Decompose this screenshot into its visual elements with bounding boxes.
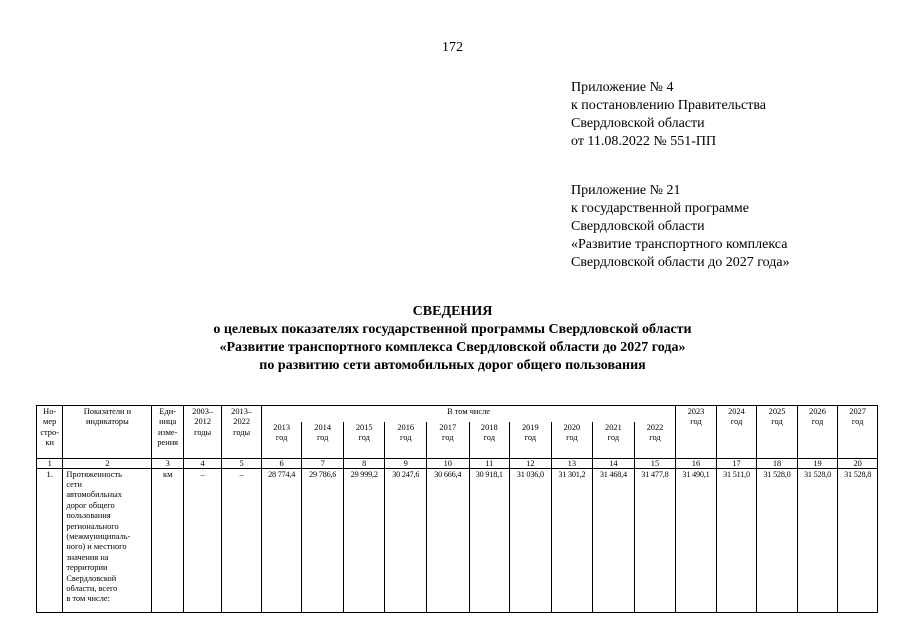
header-in-total: В том числе — [261, 406, 675, 423]
header-year: 2016 год — [385, 422, 427, 458]
header-year: 2018 год — [469, 422, 510, 458]
title-line: «Развитие транспортного комплекса Свердловской области до 2027 года» — [219, 340, 686, 355]
appendix-line: Свердловской области — [571, 219, 705, 234]
header-row-number: Но- мер стро- ки — [37, 406, 63, 459]
column-number: 1 — [37, 458, 63, 468]
header-unit: Еди- ница изме- рения — [152, 406, 183, 459]
title-line: по развитию сети автомобильных дорог общего пользования — [259, 358, 646, 373]
column-number: 17 — [716, 458, 757, 468]
header-year: 2023 год — [676, 406, 717, 459]
header-year: 2022 год — [634, 422, 676, 458]
column-number: 18 — [757, 458, 798, 468]
value-cell: 31 301,2 — [551, 468, 593, 612]
value-cell: 29 786,6 — [302, 468, 344, 612]
column-number: 5 — [222, 458, 262, 468]
header-year: 2019 год — [510, 422, 552, 458]
title-line: о целевых показателях государственной программы Свердловской области — [213, 322, 692, 337]
value-cell: 31 477,8 — [634, 468, 676, 612]
header-indicator: Показатели и индикаторы — [63, 406, 152, 459]
column-number: 20 — [838, 458, 878, 468]
unit-cell: км — [152, 468, 183, 612]
value-cell: 31 528,8 — [838, 468, 878, 612]
value-cell: 29 999,2 — [343, 468, 385, 612]
column-number: 12 — [510, 458, 552, 468]
appendix-line: Приложение № 21 — [571, 183, 681, 198]
value-cell: 28 774,4 — [261, 468, 302, 612]
document-title — [0, 303, 905, 375]
appendix-line: Свердловской области до 2027 года» — [571, 255, 790, 270]
header-year: 2020 год — [551, 422, 593, 458]
column-number: 11 — [469, 458, 510, 468]
column-number: 16 — [676, 458, 717, 468]
column-number-row — [37, 458, 878, 468]
column-number: 13 — [551, 458, 593, 468]
row-number: 1. — [37, 468, 63, 612]
title-heading: СВЕДЕНИЯ — [412, 304, 493, 319]
appendix-line: Свердловской области — [571, 116, 705, 131]
table-row — [37, 468, 878, 612]
appendix-21-block — [571, 182, 790, 272]
value-cell: 31 528,0 — [757, 468, 798, 612]
column-number: 14 — [593, 458, 635, 468]
value-cell: 31 511,0 — [716, 468, 757, 612]
header-year: 2013 год — [261, 422, 302, 458]
header-year: 2021 год — [593, 422, 635, 458]
page-number: 172 — [442, 40, 463, 55]
appendix-line: от 11.08.2022 № 551-ПП — [571, 134, 717, 149]
column-number: 2 — [63, 458, 152, 468]
column-number: 10 — [427, 458, 470, 468]
indicator-name: Протяженность сети автомобильных дорог общего пользования регионального (межмуниципаль- ного) и местного значения на территории Свердловской области, всего в том числе: — [63, 468, 152, 612]
column-number: 7 — [302, 458, 344, 468]
column-number: 15 — [634, 458, 676, 468]
column-number: 4 — [183, 458, 222, 468]
header-period-2003-2012: 2003– 2012 годы — [183, 406, 222, 459]
appendix-4-block — [571, 79, 766, 151]
header-year: 2026 год — [797, 406, 838, 459]
period-2013-value: – — [222, 468, 262, 612]
column-number: 8 — [343, 458, 385, 468]
column-number: 9 — [385, 458, 427, 468]
value-cell: 30 247,6 — [385, 468, 427, 612]
column-number: 19 — [797, 458, 838, 468]
table-header-row — [37, 406, 878, 423]
header-year: 2025 год — [757, 406, 798, 459]
period-2003-value: – — [183, 468, 222, 612]
header-period-2013-2022: 2013– 2022 годы — [222, 406, 262, 459]
value-cell: 31 490,1 — [676, 468, 717, 612]
value-cell: 30 918,1 — [469, 468, 510, 612]
value-cell: 31 468,4 — [593, 468, 635, 612]
column-number: 3 — [152, 458, 183, 468]
header-year: 2015 год — [343, 422, 385, 458]
appendix-line: «Развитие транспортного комплекса — [571, 237, 788, 252]
header-year: 2024 год — [716, 406, 757, 459]
header-year: 2014 год — [302, 422, 344, 458]
value-cell: 31 528,0 — [797, 468, 838, 612]
column-number: 6 — [261, 458, 302, 468]
indicators-table — [36, 405, 878, 613]
appendix-line: к постановлению Правительства — [571, 98, 767, 113]
appendix-line: к государственной программе — [571, 201, 749, 216]
appendix-line: Приложение № 4 — [571, 80, 674, 95]
header-year: 2027 год — [838, 406, 878, 459]
value-cell: 31 036,0 — [510, 468, 552, 612]
header-year: 2017 год — [427, 422, 470, 458]
value-cell: 30 666,4 — [427, 468, 470, 612]
